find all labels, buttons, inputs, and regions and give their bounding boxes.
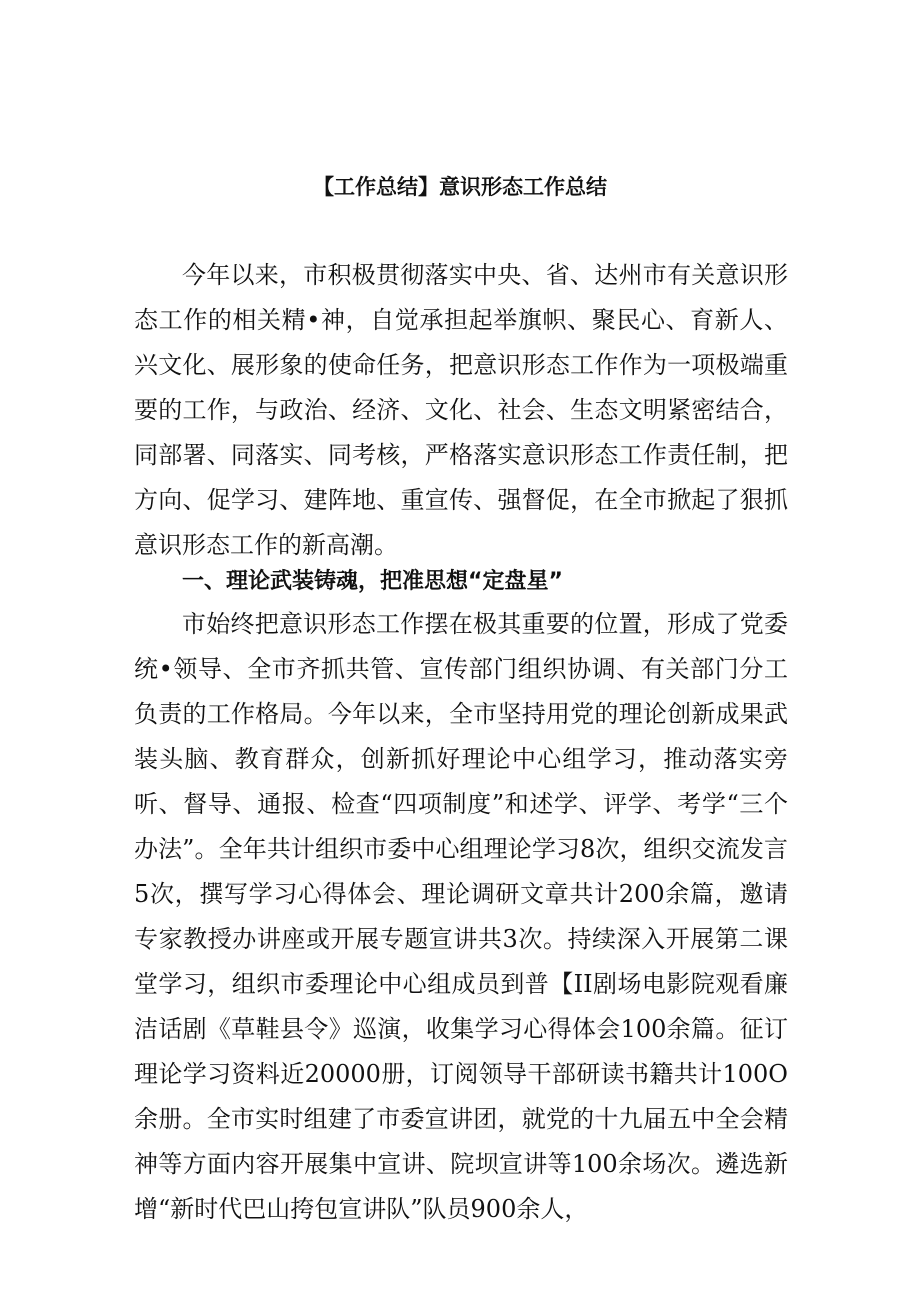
- document-title: 【工作总结】意识形态工作总结: [313, 175, 607, 199]
- intro-paragraph: [134, 253, 788, 568]
- intro-paragraph-text: 今年以来，市积极贯彻落实中央、省、达州市有关意识形态工作的相关精•神，自觉承担起举旗帜、聚民心、育新人、兴文化、展形象的使命任务，把意识形态工作作为一项极端重要的工作，与政治、经济、文化、社会、生态文明紧密结合，同部署、同落实、同考核，严格落实意识形态工作责任制，把方向、促学习、建阵地、重宣传、强督促，在全市掀起了狠抓意识形态工作的新高潮。: [134, 261, 788, 559]
- section-heading-1: 一、理论武装铸魂，把准思想“定盘星”: [182, 569, 563, 594]
- section-1-paragraph-text: 市始终把意识形态工作摆在极其重要的位置，形成了党委统•领导、全市齐抓共管、宣传部门组织协调、有关部门分工负责的工作格局。今年以来，全市坚持用党的理论创新成果武装头脑、教育群众，创新抓好理论中心组学习，推动落实旁听、督导、通报、检查“四项制度”和述学、评学、考学“三个办法”。全年共计组织市委中心组理论学习8次，组织交流发言5次，撰写学习心得体会、理论调研文章共计200余篇，邀请专家教授办讲座或开展专题宣讲共3次。持续深入开展第二课堂学习，组织市委理论中心组成员到普【II剧场电影院观看廉洁话剧《草鞋县令》巡演，收集学习心得体会100余篇。征订理论学习资料近20000册，订阅领导干部研读书籍共计100O余册。全市实时组建了市委宣讲团，就党的十九届五中全会精神等方面内容开展集中宣讲、院坝宣讲等100余场次。遴选新增“新时代巴山挎包宣讲队”队员900余人，: [134, 610, 788, 1223]
- section-1-paragraph: [134, 602, 788, 1232]
